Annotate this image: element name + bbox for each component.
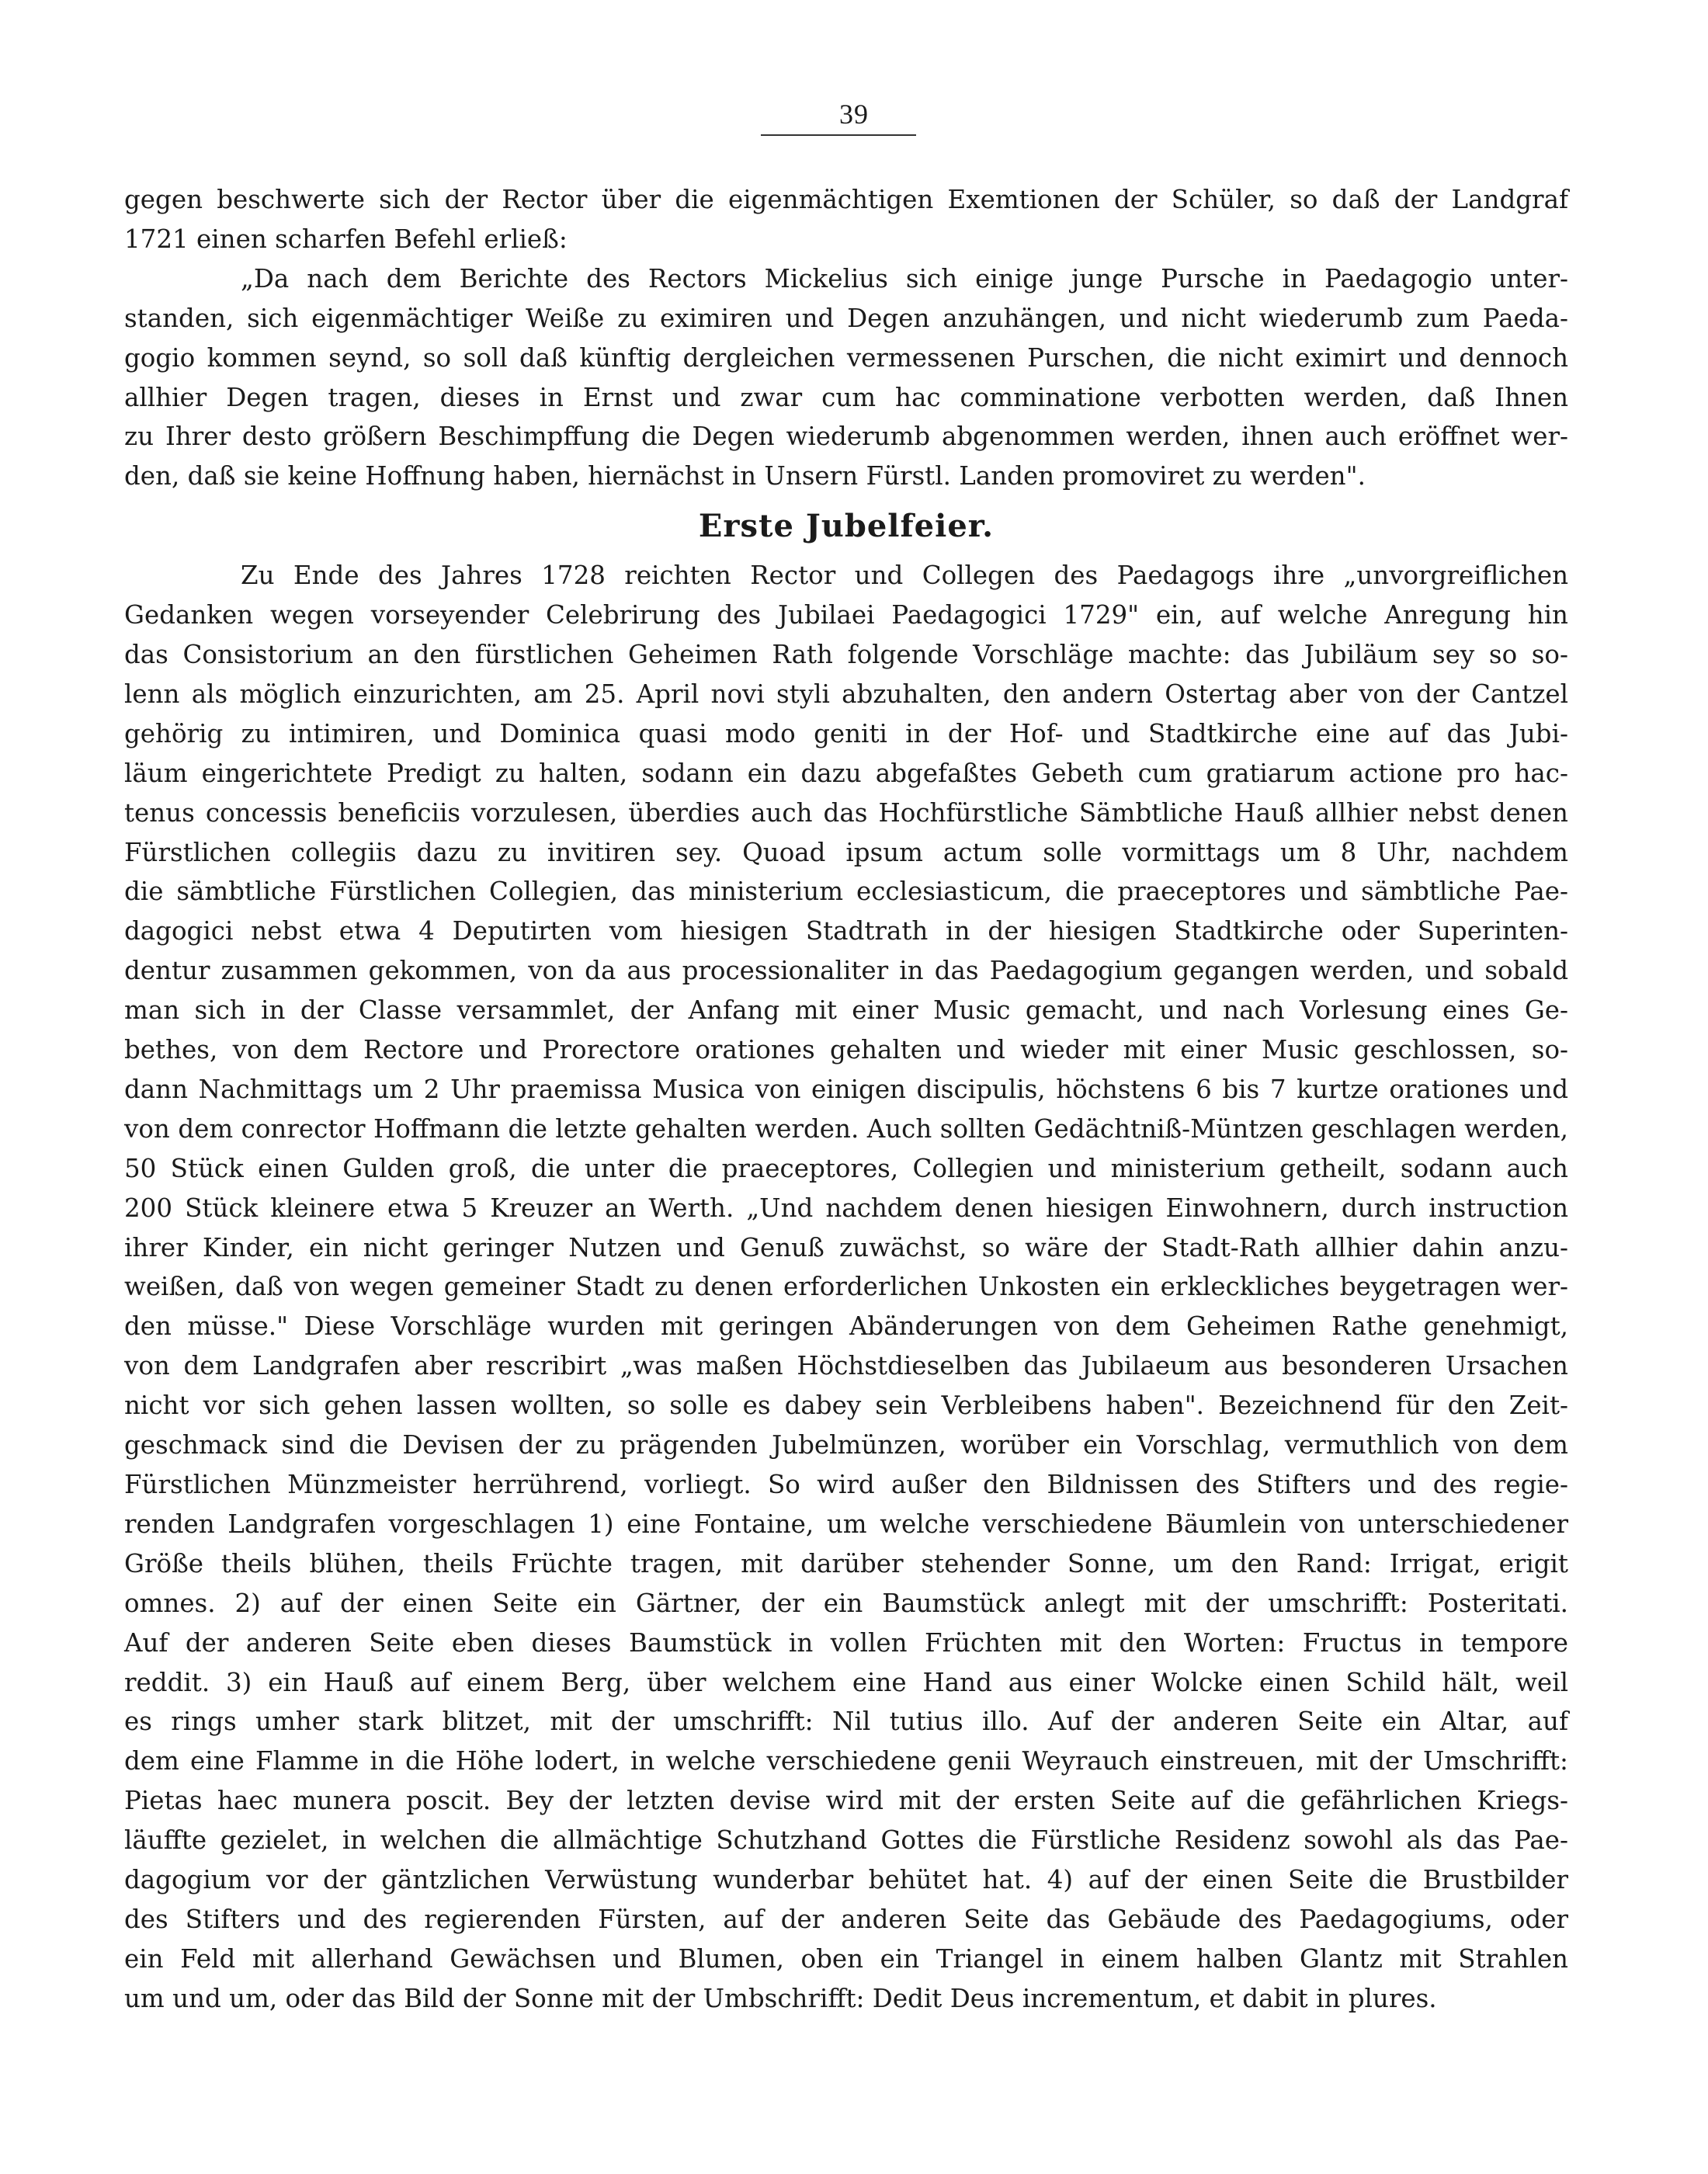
text-line: Fürstlichen Münzmeister herrührend, vorliegt. So wird außer den Bildnissen des Stifters und des regie- bbox=[124, 1470, 1568, 1499]
text-line: man sich in der Classe versammlet, der Anfang mit einer Music gemacht, und nach Vorlesung eines Ge- bbox=[124, 995, 1568, 1026]
text-line: bethes, von dem Rectore und Prorectore orationes gehalten und wieder mit einer Music geschlossen, so- bbox=[124, 1035, 1568, 1065]
text-line: dem eine Flamme in die Höhe lodert, in welche verschiedene genii Weyrauch einstreuen, mit der Umschrifft: bbox=[124, 1746, 1568, 1776]
text-line: den müsse." Diese Vorschläge wurden mit geringen Abänderungen von dem Geheimen Rathe genehmigt, bbox=[124, 1311, 1568, 1342]
text-line: weißen, daß von wegen gemeiner Stadt zu denen erforderlichen Unkosten ein erkleckliches beygetragen wer- bbox=[124, 1272, 1568, 1302]
text-line: den, daß sie keine Hoffnung haben, hiernächst in Unsern Fürstl. Landen promoviret zu werden". bbox=[124, 461, 1366, 491]
text-line: ein Feld mit allerhand Gewächsen und Blumen, oben ein Triangel in einem halben Glantz mit Strahlen bbox=[124, 1943, 1568, 1974]
text-line: um und um, oder das Bild der Sonne mit der Umbschrifft: Dedit Deus incrementum, et dabit in plures. bbox=[124, 1983, 1437, 2013]
text-line: Gedanken wegen vorseyender Celebrirung des Jubilaei Paedagogici 1729" ein, auf welche Anregung hin bbox=[124, 600, 1568, 630]
text-line: zu Ihrer desto größern Beschimpffung die Degen wiederumb abgenommen werden, ihnen auch eröffnet wer- bbox=[124, 422, 1568, 452]
text-line: nicht vor sich gehen lassen wollten, so solle es dabey sein Verbleibens haben". Bezeichnend für den Zeit- bbox=[124, 1391, 1568, 1421]
text-line: dentur zusammen gekommen, von da aus processionaliter in das Paedagogium gegangen werden, und sobald bbox=[124, 956, 1568, 986]
text-line: dagogium vor der gäntzlichen Verwüstung wunderbar behütet hat. 4) auf der einen Seite die Brustbilder bbox=[124, 1865, 1568, 1895]
text-line: Pietas haec munera poscit. Bey der letzten devise wird mit der ersten Seite auf die gefährlichen Kriegs- bbox=[124, 1786, 1568, 1816]
text-line: allhier Degen tragen, dieses in Ernst und zwar cum hac comminatione verbotten werden, daß Ihnen bbox=[124, 382, 1568, 412]
text-line: 50 Stück einen Gulden groß, die unter die praeceptores, Collegien und ministerium getheilt, sodann auch bbox=[124, 1153, 1568, 1183]
paragraph-2 bbox=[124, 556, 1568, 2019]
text-line: das Consistorium an den fürstlichen Geheimen Rath folgende Vorschläge machte: das Jubiläum sey so so- bbox=[124, 639, 1568, 669]
text-line: geschmack sind die Devisen der zu prägenden Jubelmünzen, worüber ein Vorschlag, vermuthlich von dem bbox=[124, 1430, 1568, 1460]
paragraph-1 bbox=[124, 180, 1568, 259]
page-number: 39 bbox=[839, 99, 869, 130]
body-text bbox=[124, 180, 1568, 2019]
text-line: die sämbtliche Fürstlichen Collegien, das ministerium ecclesiasticum, die praeceptores und sämbtliche Pae- bbox=[124, 877, 1568, 907]
text-line: gegen beschwerte sich der Rector über die eigenmächtigen Exemtionen der Schüler, so daß der Landgraf bbox=[124, 185, 1568, 214]
text-line: ihrer Kinder, ein nicht geringer Nutzen und Genuß zuwächst, so wäre der Stadt-Rath allhier dahin anzu- bbox=[124, 1232, 1568, 1262]
text-line: lenn als möglich einzurichten, am 25. April novi styli abzuhalten, den andern Ostertag aber von der Cantzel bbox=[124, 679, 1568, 709]
text-line: renden Landgrafen vorgeschlagen 1) eine Fontaine, um welche verschiedene Bäumlein von unterschiedener bbox=[124, 1509, 1568, 1539]
text-line: Zu Ende des Jahres 1728 reichten Rector und Collegen des Paedagogs ihre „unvorgreiflichen bbox=[241, 561, 1568, 591]
text-line: des Stifters und des regierenden Fürsten, auf der anderen Seite das Gebäude des Paedagogiums, oder bbox=[124, 1904, 1568, 1934]
text-line: dann Nachmittags um 2 Uhr praemissa Musica von einigen discipulis, höchstens 6 bis 7 kurtze orationes und bbox=[124, 1074, 1568, 1104]
text-line: standen, sich eigenmächtiger Weiße zu eximiren und Degen anzuhängen, und nicht wiederumb zum Paeda- bbox=[124, 303, 1568, 333]
text-line: läuffte gezielet, in welchen die allmächtige Schutzhand Gottes die Fürstliche Residenz sowohl als das Pae- bbox=[124, 1825, 1568, 1856]
text-line: gehörig zu intimiren, und Dominica quasi modo geniti in der Hof- und Stadtkirche eine auf das Jubi- bbox=[124, 718, 1568, 748]
text-line: gogio kommen seynd, so soll daß künftig dergleichen vermessenen Purschen, die nicht eximirt und dennoch bbox=[124, 342, 1568, 373]
section-heading: Erste Jubelfeier. bbox=[698, 508, 995, 545]
text-line: es rings umher stark blitzet, mit der umschrifft: Nil tutius illo. Auf der anderen Seite ein Altar, auf bbox=[124, 1707, 1568, 1737]
text-line: tenus concessis beneficiis vorzulesen, überdies auch das Hochfürstliche Sämbtliche Hauß allhier nebst denen bbox=[124, 797, 1568, 828]
text-line: dagogici nebst etwa 4 Deputirten vom hiesigen Stadtrath in der hiesigen Stadtkirche oder Superinten- bbox=[124, 916, 1568, 946]
text-line: „Da nach dem Berichte des Rectors Mickelius sich einige junge Pursche in Paedagogio unter- bbox=[241, 263, 1568, 293]
text-line: 200 Stück kleinere etwa 5 Kreuzer an Werth. „Und nachdem denen hiesigen Einwohnern, durch instruction bbox=[124, 1193, 1568, 1223]
text-line: Auf der anderen Seite eben dieses Baumstück in vollen Früchten mit den Worten: Fructus in tempore bbox=[124, 1627, 1568, 1658]
text-line: läum eingerichtete Predigt zu halten, sodann ein dazu abgefaßtes Gebeth cum gratiarum actione pro hac- bbox=[124, 758, 1568, 788]
text-line: von dem Landgrafen aber rescribirt „was maßen Höchstdieselben das Jubilaeum aus besonderen Ursachen bbox=[124, 1351, 1568, 1381]
text-line: Größe theils blühen, theils Früchte tragen, mit darüber stehender Sonne, um den Rand: Irrigat, erigit bbox=[124, 1548, 1568, 1578]
text-line: reddit. 3) ein Hauß auf einem Berg, über welchem eine Hand aus einer Wolcke einen Schild hält, weil bbox=[124, 1667, 1568, 1697]
text-line: Fürstlichen collegiis dazu zu invitiren sey. Quoad ipsum actum solle vormittags um 8 Uhr, nachdem bbox=[124, 837, 1568, 867]
text-line: omnes. 2) auf der einen Seite ein Gärtner, der ein Baumstück anlegt mit der umschrifft: Posteritati. bbox=[124, 1588, 1568, 1618]
quote-paragraph bbox=[124, 259, 1568, 496]
text-line: 1721 einen scharfen Befehl erließ: bbox=[124, 224, 568, 254]
header-rule bbox=[761, 134, 916, 136]
text-line: von dem conrector Hoffmann die letzte gehalten werden. Auch sollten Gedächtniß-Müntzen geschlagen werden, bbox=[124, 1113, 1568, 1144]
